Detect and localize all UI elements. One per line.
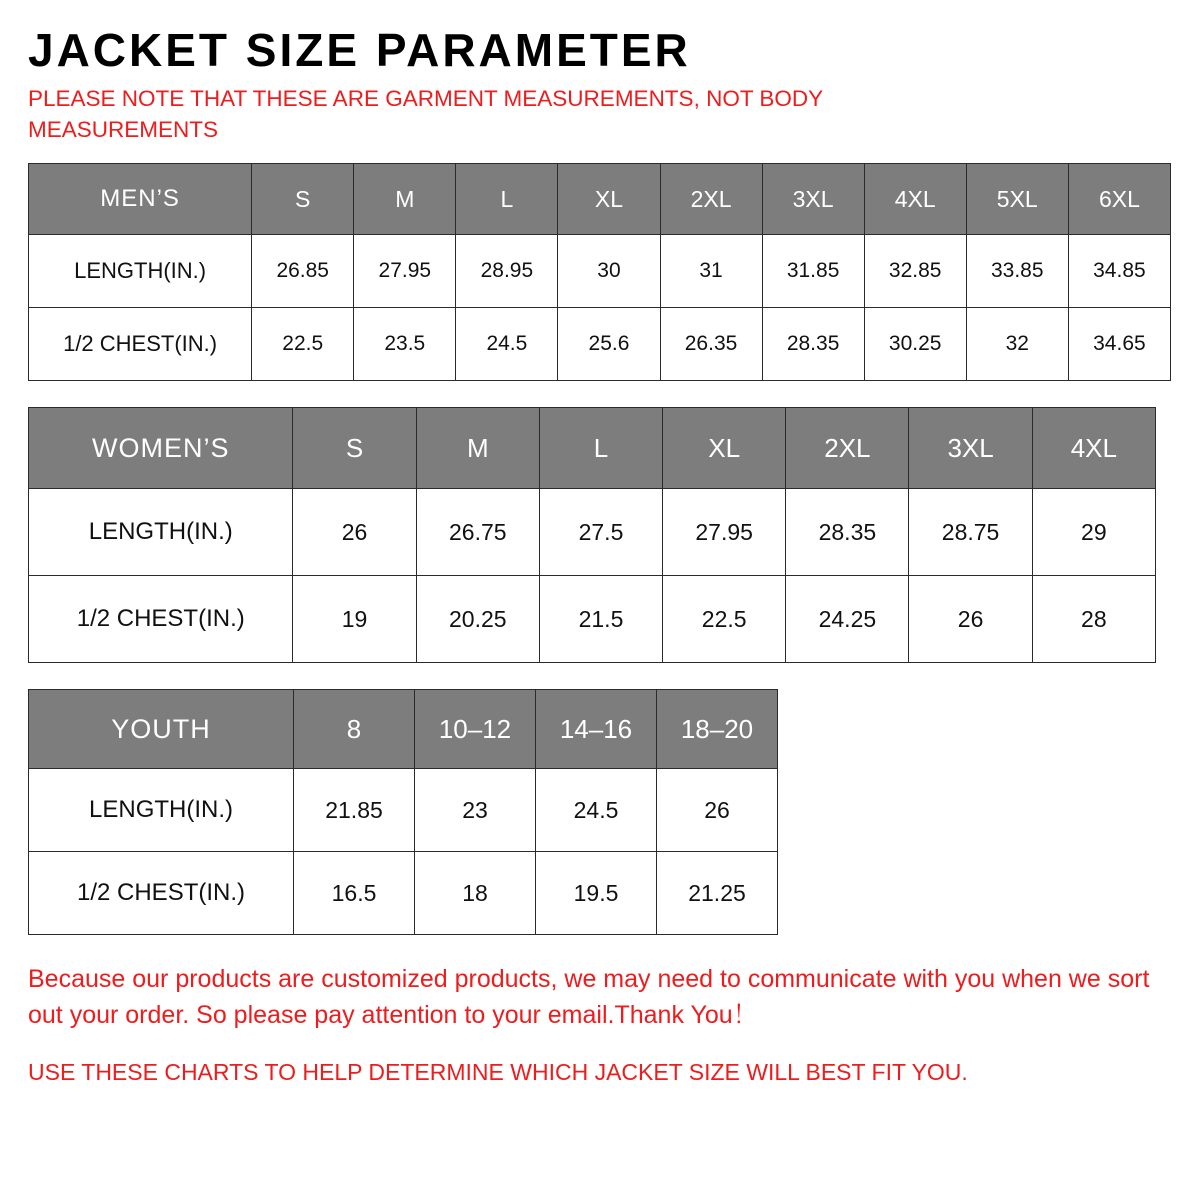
size-header-cell: L [456, 164, 558, 235]
customization-notice: Because our products are customized products, we may need to communicate with you when we sort out your order. So please pay attention to your email.Thank You！ [28, 965, 1150, 1030]
youth-size-table [28, 689, 778, 935]
measurement-cell: 26 [293, 489, 416, 576]
size-header-cell: 14–16 [536, 690, 657, 769]
row-label: LENGTH(IN.) [29, 235, 252, 308]
measurement-cell: 26 [909, 576, 1032, 663]
size-header-cell: XL [558, 164, 660, 235]
measurement-cell: 28.35 [762, 308, 864, 381]
size-header-cell: 6XL [1068, 164, 1170, 235]
size-header-cell: 10–12 [415, 690, 536, 769]
row-label: 1/2 CHEST(IN.) [29, 852, 294, 935]
size-header-cell: M [354, 164, 456, 235]
table-row [29, 769, 778, 852]
table-row [29, 576, 1156, 663]
measurement-cell: 26 [657, 769, 778, 852]
measurement-cell: 16.5 [294, 852, 415, 935]
row-label: 1/2 CHEST(IN.) [29, 576, 293, 663]
size-header-cell: 4XL [1032, 408, 1155, 489]
size-header-cell: 5XL [966, 164, 1068, 235]
measurement-cell: 26.75 [416, 489, 539, 576]
measurement-cell: 19 [293, 576, 416, 663]
table-row [29, 308, 1171, 381]
measurement-cell: 27.5 [539, 489, 662, 576]
size-header-cell: 3XL [762, 164, 864, 235]
measurement-cell: 30 [558, 235, 660, 308]
womens-table-label: WOMEN’S [29, 408, 293, 489]
womens-size-table [28, 407, 1156, 663]
measurement-cell: 23.5 [354, 308, 456, 381]
measurement-cell: 28.35 [786, 489, 909, 576]
measurement-cell: 25.6 [558, 308, 660, 381]
measurement-cell: 34.65 [1068, 308, 1170, 381]
measurement-cell: 26.35 [660, 308, 762, 381]
measurement-cell: 24.5 [536, 769, 657, 852]
size-header-cell: M [416, 408, 539, 489]
size-header-cell: 3XL [909, 408, 1032, 489]
measurement-cell: 28.95 [456, 235, 558, 308]
measurement-cell: 33.85 [966, 235, 1068, 308]
measurement-cell: 34.85 [1068, 235, 1170, 308]
size-header-cell: XL [663, 408, 786, 489]
size-header-cell: 8 [294, 690, 415, 769]
row-label: 1/2 CHEST(IN.) [29, 308, 252, 381]
size-header-cell: 4XL [864, 164, 966, 235]
size-header-cell: S [252, 164, 354, 235]
garment-measurement-note: PLEASE NOTE THAT THESE ARE GARMENT MEASUREMENTS, NOT BODY MEASUREMENTS [28, 86, 823, 142]
size-header-cell: S [293, 408, 416, 489]
measurement-cell: 22.5 [252, 308, 354, 381]
measurement-cell: 20.25 [416, 576, 539, 663]
table-header-row [29, 164, 1171, 235]
measurement-cell: 22.5 [663, 576, 786, 663]
measurement-cell: 24.5 [456, 308, 558, 381]
row-label: LENGTH(IN.) [29, 769, 294, 852]
measurement-cell: 31.85 [762, 235, 864, 308]
table-row [29, 852, 778, 935]
measurement-cell: 21.25 [657, 852, 778, 935]
measurement-cell: 18 [415, 852, 536, 935]
measurement-cell: 28.75 [909, 489, 1032, 576]
measurement-cell: 26.85 [252, 235, 354, 308]
table-header-row [29, 690, 778, 769]
measurement-cell: 32 [966, 308, 1068, 381]
size-header-cell: L [539, 408, 662, 489]
measurement-cell: 23 [415, 769, 536, 852]
measurement-cell: 24.25 [786, 576, 909, 663]
measurement-cell: 32.85 [864, 235, 966, 308]
youth-table-label: YOUTH [29, 690, 294, 769]
size-header-cell: 2XL [786, 408, 909, 489]
table-row [29, 489, 1156, 576]
measurement-cell: 21.5 [539, 576, 662, 663]
size-header-cell: 2XL [660, 164, 762, 235]
measurement-cell: 19.5 [536, 852, 657, 935]
measurement-cell: 21.85 [294, 769, 415, 852]
measurement-cell: 29 [1032, 489, 1155, 576]
measurement-cell: 27.95 [354, 235, 456, 308]
mens-size-table [28, 163, 1171, 381]
measurement-cell: 27.95 [663, 489, 786, 576]
row-label: LENGTH(IN.) [29, 489, 293, 576]
measurement-cell: 28 [1032, 576, 1155, 663]
table-row [29, 235, 1171, 308]
chart-usage-notice: USE THESE CHARTS TO HELP DETERMINE WHICH JACKET SIZE WILL BEST FIT YOU. [28, 1058, 968, 1085]
mens-table-label: MEN’S [29, 164, 252, 235]
table-header-row [29, 408, 1156, 489]
measurement-cell: 30.25 [864, 308, 966, 381]
page-title: JACKET SIZE PARAMETER [28, 24, 691, 76]
size-header-cell: 18–20 [657, 690, 778, 769]
measurement-cell: 31 [660, 235, 762, 308]
